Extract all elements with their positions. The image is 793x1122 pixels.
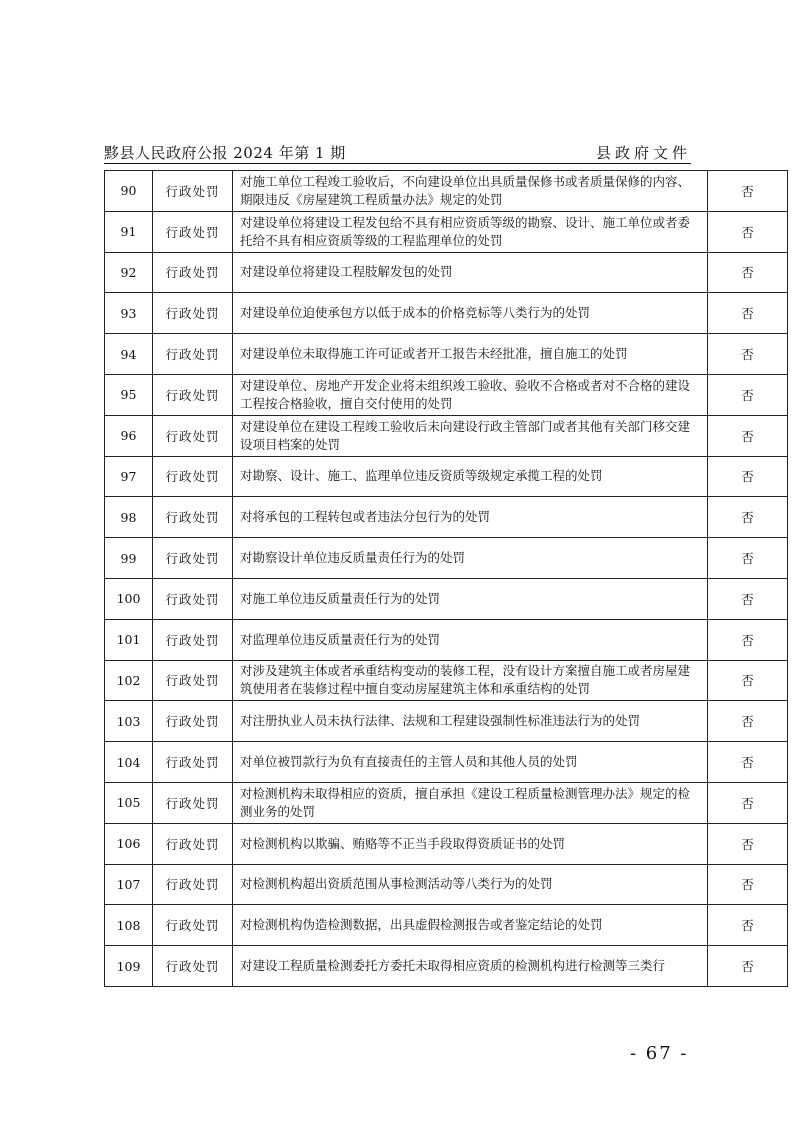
row-number: 95	[105, 374, 153, 415]
table-row	[105, 578, 788, 619]
row-number: 104	[105, 742, 153, 783]
row-number: 91	[105, 211, 153, 252]
row-number: 94	[105, 334, 153, 375]
row-type: 行政处罚	[153, 701, 233, 742]
row-type: 行政处罚	[153, 211, 233, 252]
row-flag: 否	[708, 782, 788, 823]
row-description: 对涉及建筑主体或者承重结构变动的装修工程，没有设计方案擅自施工或者房屋建筑使用者在装修过程中擅自变动房屋建筑主体和承重结构的处罚	[233, 660, 708, 701]
penalty-table	[104, 170, 788, 987]
row-flag: 否	[708, 823, 788, 864]
table-row	[105, 293, 788, 334]
table-row	[105, 619, 788, 660]
row-flag: 否	[708, 252, 788, 293]
table-row	[105, 742, 788, 783]
row-number: 99	[105, 538, 153, 579]
row-description: 对单位被罚款行为负有直接责任的主管人员和其他人员的处罚	[233, 742, 708, 783]
row-flag: 否	[708, 905, 788, 946]
table-row	[105, 538, 788, 579]
table-row	[105, 171, 788, 212]
row-number: 103	[105, 701, 153, 742]
table-row	[105, 823, 788, 864]
row-flag: 否	[708, 946, 788, 987]
row-type: 行政处罚	[153, 415, 233, 456]
row-type: 行政处罚	[153, 946, 233, 987]
row-type: 行政处罚	[153, 578, 233, 619]
row-description: 对将承包的工程转包或者违法分包行为的处罚	[233, 497, 708, 538]
row-description: 对注册执业人员未执行法律、法规和工程建设强制性标准违法行为的处罚	[233, 701, 708, 742]
table-row	[105, 864, 788, 905]
row-number: 93	[105, 293, 153, 334]
row-description: 对监理单位违反质量责任行为的处罚	[233, 619, 708, 660]
row-description: 对建设单位将建设工程肢解发包的处罚	[233, 252, 708, 293]
row-type: 行政处罚	[153, 660, 233, 701]
row-type: 行政处罚	[153, 538, 233, 579]
table-row	[105, 701, 788, 742]
row-type: 行政处罚	[153, 497, 233, 538]
row-flag: 否	[708, 374, 788, 415]
row-flag: 否	[708, 293, 788, 334]
row-number: 100	[105, 578, 153, 619]
table-row	[105, 782, 788, 823]
table-row	[105, 905, 788, 946]
row-description: 对建设单位、房地产开发企业将未组织竣工验收、验收不合格或者对不合格的建设工程按合格验收，擅自交付使用的处罚	[233, 374, 708, 415]
row-flag: 否	[708, 497, 788, 538]
section-label: 县政府文件	[595, 144, 691, 162]
table-row	[105, 374, 788, 415]
row-number: 109	[105, 946, 153, 987]
row-type: 行政处罚	[153, 334, 233, 375]
row-description: 对检测机构未取得相应的资质，擅自承担《建设工程质量检测管理办法》规定的检测业务的处罚	[233, 782, 708, 823]
row-type: 行政处罚	[153, 374, 233, 415]
row-number: 102	[105, 660, 153, 701]
page-number: - 67 -	[630, 1043, 689, 1064]
row-type: 行政处罚	[153, 252, 233, 293]
row-type: 行政处罚	[153, 293, 233, 334]
row-description: 对施工单位违反质量责任行为的处罚	[233, 578, 708, 619]
row-flag: 否	[708, 619, 788, 660]
penalty-table-body	[105, 171, 788, 987]
row-number: 105	[105, 782, 153, 823]
row-description: 对施工单位工程竣工验收后，不向建设单位出具质量保修书或者质量保修的内容、期限违反《房屋建筑工程质量办法》规定的处罚	[233, 171, 708, 212]
row-description: 对勘察、设计、施工、监理单位违反资质等级规定承揽工程的处罚	[233, 456, 708, 497]
row-number: 108	[105, 905, 153, 946]
row-description: 对建设单位在建设工程竣工验收后未向建设行政主管部门或者其他有关部门移交建设项目档案的处罚	[233, 415, 708, 456]
row-flag: 否	[708, 334, 788, 375]
table-row	[105, 456, 788, 497]
row-number: 97	[105, 456, 153, 497]
row-type: 行政处罚	[153, 864, 233, 905]
row-flag: 否	[708, 742, 788, 783]
row-number: 96	[105, 415, 153, 456]
row-number: 92	[105, 252, 153, 293]
row-type: 行政处罚	[153, 742, 233, 783]
row-description: 对建设单位迫使承包方以低于成本的价格竞标等八类行为的处罚	[233, 293, 708, 334]
row-number: 101	[105, 619, 153, 660]
row-type: 行政处罚	[153, 905, 233, 946]
row-description: 对检测机构伪造检测数据，出具虚假检测报告或者鉴定结论的处罚	[233, 905, 708, 946]
table-row	[105, 415, 788, 456]
row-flag: 否	[708, 211, 788, 252]
row-type: 行政处罚	[153, 171, 233, 212]
row-type: 行政处罚	[153, 456, 233, 497]
row-description: 对建设单位未取得施工许可证或者开工报告未经批准，擅自施工的处罚	[233, 334, 708, 375]
row-flag: 否	[708, 864, 788, 905]
row-type: 行政处罚	[153, 619, 233, 660]
row-number: 107	[105, 864, 153, 905]
table-row	[105, 946, 788, 987]
table-row	[105, 211, 788, 252]
row-flag: 否	[708, 660, 788, 701]
row-flag: 否	[708, 701, 788, 742]
bulletin-title: 黟县人民政府公报 2024 年第 1 期	[104, 144, 346, 162]
row-number: 90	[105, 171, 153, 212]
row-number: 106	[105, 823, 153, 864]
page-header	[104, 142, 691, 164]
row-type: 行政处罚	[153, 823, 233, 864]
row-description: 对勘察设计单位违反质量责任行为的处罚	[233, 538, 708, 579]
table-row	[105, 334, 788, 375]
row-type: 行政处罚	[153, 782, 233, 823]
row-flag: 否	[708, 456, 788, 497]
row-description: 对建设单位将建设工程发包给不具有相应资质等级的勘察、设计、施工单位或者委托给不具有相应资质等级的工程监理单位的处罚	[233, 211, 708, 252]
row-number: 98	[105, 497, 153, 538]
row-description: 对检测机构超出资质范围从事检测活动等八类行为的处罚	[233, 864, 708, 905]
row-description: 对建设工程质量检测委托方委托未取得相应资质的检测机构进行检测等三类行	[233, 946, 708, 987]
row-description: 对检测机构以欺骗、贿赂等不正当手段取得资质证书的处罚	[233, 823, 708, 864]
row-flag: 否	[708, 538, 788, 579]
header-rule	[104, 163, 691, 164]
table-row	[105, 252, 788, 293]
row-flag: 否	[708, 171, 788, 212]
table-row	[105, 497, 788, 538]
row-flag: 否	[708, 415, 788, 456]
row-flag: 否	[708, 578, 788, 619]
table-row	[105, 660, 788, 701]
